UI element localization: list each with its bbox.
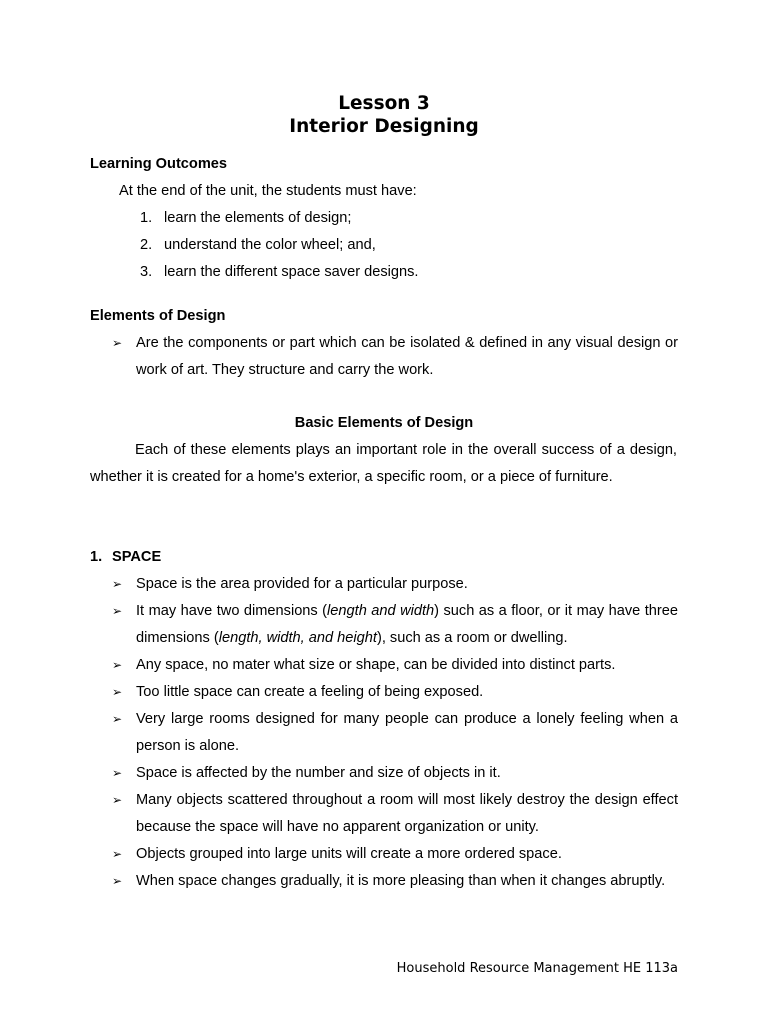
bullet-text: Any space, no mater what size or shape, can be divided into distinct parts. — [136, 657, 616, 673]
section-title: SPACE — [112, 549, 162, 565]
arrow-bullet-icon: ➢ — [112, 658, 123, 672]
basic-elements-paragraph: Each of these elements plays an important role in the overall success of a design, whether it is created for a home's exterior, a specific room, or a piece of furniture. — [90, 442, 677, 485]
bullet-item — [112, 330, 678, 384]
lesson-title: Interior Designing — [289, 116, 479, 137]
bullet-text: Many objects scattered throughout a room will most likely destroy the design effect because the space will have no apparent organization or unity. — [136, 792, 678, 835]
bullet-item — [112, 787, 678, 841]
bullet-text: Very large rooms designed for many people can produce a lonely feeling when a person is alone. — [136, 711, 678, 754]
outcome-number: 1. — [140, 210, 153, 226]
arrow-bullet-icon: ➢ — [112, 874, 123, 888]
space-section-heading — [90, 544, 161, 571]
section-number: 1. — [90, 549, 103, 565]
italic-text: length and width — [327, 603, 435, 619]
text-run: ) such as a floor, or it may have three dimensions ( — [136, 603, 678, 646]
arrow-bullet-icon: ➢ — [112, 793, 123, 807]
bullet-text: Are the components or part which can be isolated & defined in any visual design or work of art. They structure and carry the work. — [136, 335, 678, 378]
outcome-number: 2. — [140, 237, 153, 253]
bullet-item — [112, 841, 678, 868]
arrow-bullet-icon: ➢ — [112, 577, 123, 591]
elements-of-design-heading: Elements of Design — [90, 308, 226, 324]
lesson-number: Lesson 3 — [338, 93, 430, 114]
basic-elements-heading: Basic Elements of Design — [294, 415, 474, 431]
bullet-item — [112, 598, 678, 652]
bullet-text: Space is the area provided for a particular purpose. — [136, 576, 468, 592]
text-run: ), such as a room or dwelling. — [376, 630, 568, 646]
arrow-bullet-icon: ➢ — [112, 847, 123, 861]
bullet-item — [112, 868, 678, 895]
arrow-bullet-icon: ➢ — [112, 712, 123, 726]
learning-outcomes-heading: Learning Outcomes — [90, 156, 228, 172]
outcome-number: 3. — [140, 264, 153, 280]
bullet-item — [112, 571, 678, 598]
learning-outcomes-intro: At the end of the unit, the students must have: — [119, 183, 417, 199]
bullet-item — [112, 760, 678, 787]
arrow-bullet-icon: ➢ — [112, 685, 123, 699]
bullet-text: Objects grouped into large units will create a more ordered space. — [136, 846, 562, 862]
outcome-text: learn the elements of design; — [164, 210, 352, 226]
outcome-item — [140, 232, 376, 259]
page-footer: Household Resource Management HE 113a — [396, 961, 678, 976]
bullet-text: When space changes gradually, it is more pleasing than when it changes abruptly. — [136, 873, 666, 889]
bullet-item — [112, 706, 678, 760]
text-run: It may have two dimensions ( — [136, 603, 328, 619]
bullet-item — [112, 652, 678, 679]
italic-text: length, width, and height — [218, 630, 377, 646]
bullet-item — [112, 679, 678, 706]
bullet-text — [136, 598, 678, 652]
outcome-item — [140, 259, 418, 286]
bullet-text: Space is affected by the number and size of objects in it. — [136, 765, 501, 781]
arrow-bullet-icon: ➢ — [112, 336, 123, 350]
outcome-item — [140, 205, 351, 232]
outcome-text: learn the different space saver designs. — [164, 264, 419, 280]
arrow-bullet-icon: ➢ — [112, 604, 123, 618]
outcome-text: understand the color wheel; and, — [164, 237, 376, 253]
bullet-text: Too little space can create a feeling of being exposed. — [136, 684, 484, 700]
arrow-bullet-icon: ➢ — [112, 766, 123, 780]
